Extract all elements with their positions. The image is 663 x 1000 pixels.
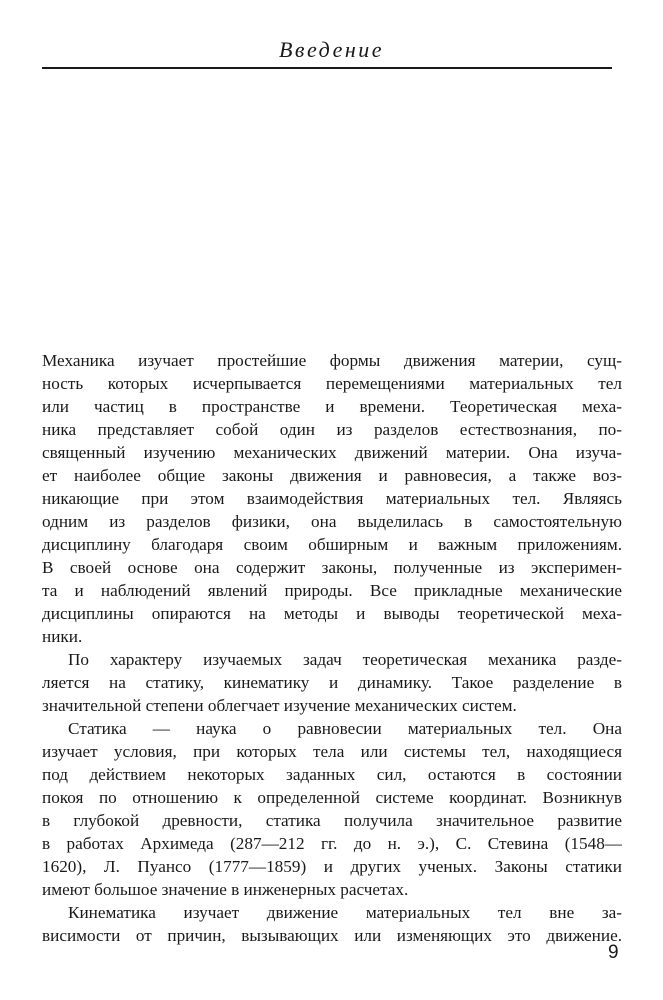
text-line: дисциплины опираются на методы и выводы теоретической меха- (42, 604, 622, 623)
text-line: ность которых исчерпывается перемещениями материальных тел (42, 374, 622, 393)
text-line: ника представляет собой один из разделов естествознания, по- (42, 420, 622, 439)
text-line: Кинематика изучает движение материальных тел вне за- (68, 903, 622, 922)
text-line: Статика — наука о равновесии материальных тел. Она (68, 719, 622, 738)
page-number: 9 (608, 942, 619, 963)
header-divider (42, 67, 612, 69)
text-line: священный изучению механических движений материи. Она изуча- (42, 443, 622, 462)
text-line: ники. (42, 627, 83, 646)
text-line: дисциплину благодаря своим обширным и важным приложениям. (42, 535, 622, 554)
body-text (42, 349, 622, 947)
text-line: По характеру изучаемых задач теоретическая механика разде- (68, 650, 622, 669)
text-line: под действием некоторых заданных сил, остаются в состоянии (42, 765, 622, 784)
text-line: та и наблюдений явлений природы. Все прикладные механические (42, 581, 622, 600)
text-line: никающие при этом взаимодействия материальных тел. Являясь (42, 489, 622, 508)
text-line: покоя по отношению к определенной системе координат. Возникнув (42, 788, 622, 807)
text-line: Механика изучает простейшие формы движения материи, сущ- (42, 351, 622, 370)
text-line: ляется на статику, кинематику и динамику. Такое разделение в (42, 673, 622, 692)
text-line: 1620), Л. Пуансо (1777—1859) и других ученых. Законы статики (42, 857, 622, 876)
text-line: значительной степени облегчает изучение механических систем. (42, 696, 517, 715)
text-line: имеют большое значение в инженерных расчетах. (42, 880, 409, 899)
text-line: В своей основе она содержит законы, полученные из эксперимен- (42, 558, 622, 577)
text-line: ет наиболее общие законы движения и равновесия, а также воз- (42, 466, 622, 485)
text-line: изучает условия, при которых тела или системы тел, находящиеся (42, 742, 622, 761)
text-line: одним из разделов физики, она выделилась в самостоятельную (42, 512, 622, 531)
text-line: или частиц в пространстве и времени. Теоретическая меха- (42, 397, 622, 416)
text-line: в работах Архимеда (287—212 гг. до н. э.), С. Стевина (1548— (42, 834, 622, 853)
text-line: в глубокой древности, статика получила значительное развитие (42, 811, 622, 830)
text-line: висимости от причин, вызывающих или изменяющих это движение. (42, 926, 622, 945)
running-header-title: Введение (278, 37, 385, 62)
